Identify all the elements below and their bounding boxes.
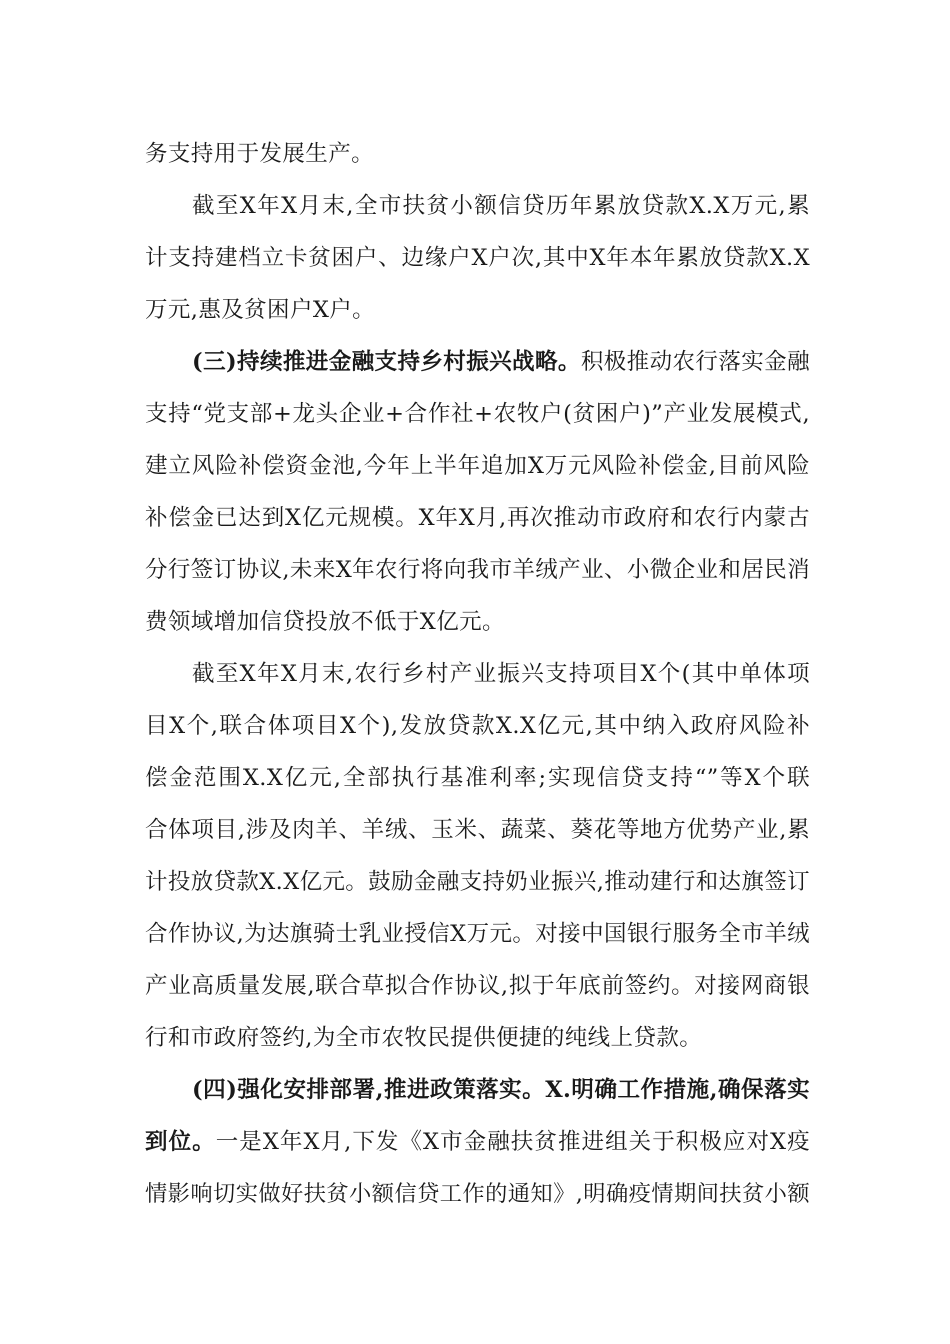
text-run: 建立风险补偿资金池,今年上半年追加X万元风险补偿金,目前风险 — [145, 453, 810, 479]
text-run: 万元,惠及贫困户X户。 — [145, 297, 376, 323]
paragraph-line — [145, 451, 810, 481]
text-run: 产业高质量发展,联合草拟合作协议,拟于年底前签约。对接网商银 — [145, 973, 810, 999]
text-run: 合作协议,为达旗骑士乳业授信X万元。对接中国银行服务全市羊绒 — [145, 921, 810, 947]
paragraph-line — [145, 295, 810, 325]
paragraph-line — [145, 867, 810, 897]
text-run: 情影响切实做好扶贫小额信贷工作的通知》,明确疫情期间扶贫小额 — [145, 1181, 810, 1207]
text-run: 偿金范围X.X亿元,全部执行基准利率;实现信贷支持“”等X个联 — [145, 765, 810, 791]
section-heading: (四)强化安排部署,推进政策落实。X.明确工作措施,确保落实 — [192, 1077, 810, 1103]
paragraph-line — [145, 971, 810, 1001]
paragraph-line — [145, 607, 810, 637]
paragraph-line — [145, 1179, 810, 1209]
text-run: 行和市政府签约,为全市农牧民提供便捷的纯线上贷款。 — [145, 1025, 703, 1051]
paragraph-line — [145, 711, 810, 741]
section-heading: 到位。 — [145, 1129, 216, 1155]
paragraph-line — [145, 919, 810, 949]
text-run: 合体项目,涉及肉羊、羊绒、玉米、蔬菜、葵花等地方优势产业,累 — [145, 817, 810, 843]
paragraph-line — [192, 1075, 810, 1105]
text-run: 目X个,联合体项目X个),发放贷款X.X亿元,其中纳入政府风险补 — [145, 713, 810, 739]
text-run: 一是X年X月,下发《X市金融扶贫推进组关于积极应对X疫 — [215, 1129, 811, 1155]
paragraph-line — [192, 191, 810, 221]
text-run: 积极推动农行落实金融 — [580, 349, 810, 375]
text-run: 分行签订协议,未来X年农行将向我市羊绒产业、小微企业和居民消 — [145, 557, 810, 583]
paragraph-line — [145, 555, 810, 585]
paragraph-line — [145, 399, 810, 429]
text-run: 截至X年X月末,全市扶贫小额信贷历年累放贷款X.X万元,累 — [192, 193, 810, 219]
text-run: 补偿金已达到X亿元规模。X年X月,再次推动市政府和农行内蒙古 — [145, 505, 810, 531]
text-run: 计投放贷款X.X亿元。鼓励金融支持奶业振兴,推动建行和达旗签订 — [145, 869, 810, 895]
paragraph-line — [145, 815, 810, 845]
section-heading: (三)持续推进金融支持乡村振兴战略。 — [192, 349, 581, 375]
paragraph-line — [145, 1023, 810, 1053]
paragraph-line — [145, 1127, 810, 1157]
paragraph-line — [192, 659, 810, 689]
paragraph-line — [145, 243, 810, 273]
text-run: 计支持建档立卡贫困户、边缘户X户次,其中X年本年累放贷款X.X — [145, 245, 810, 271]
paragraph-line — [145, 503, 810, 533]
paragraph-line — [145, 763, 810, 793]
text-run: 务支持用于发展生产。 — [145, 141, 375, 167]
text-run: 截至X年X月末,农行乡村产业振兴支持项目X个(其中单体项 — [192, 661, 810, 687]
text-run: 支持“党支部+龙头企业+合作社+农牧户(贫困户)”产业发展模式, — [145, 401, 810, 427]
paragraph-line — [192, 347, 810, 377]
paragraph-line — [145, 139, 810, 169]
text-run: 费领域增加信贷投放不低于X亿元。 — [145, 609, 505, 635]
